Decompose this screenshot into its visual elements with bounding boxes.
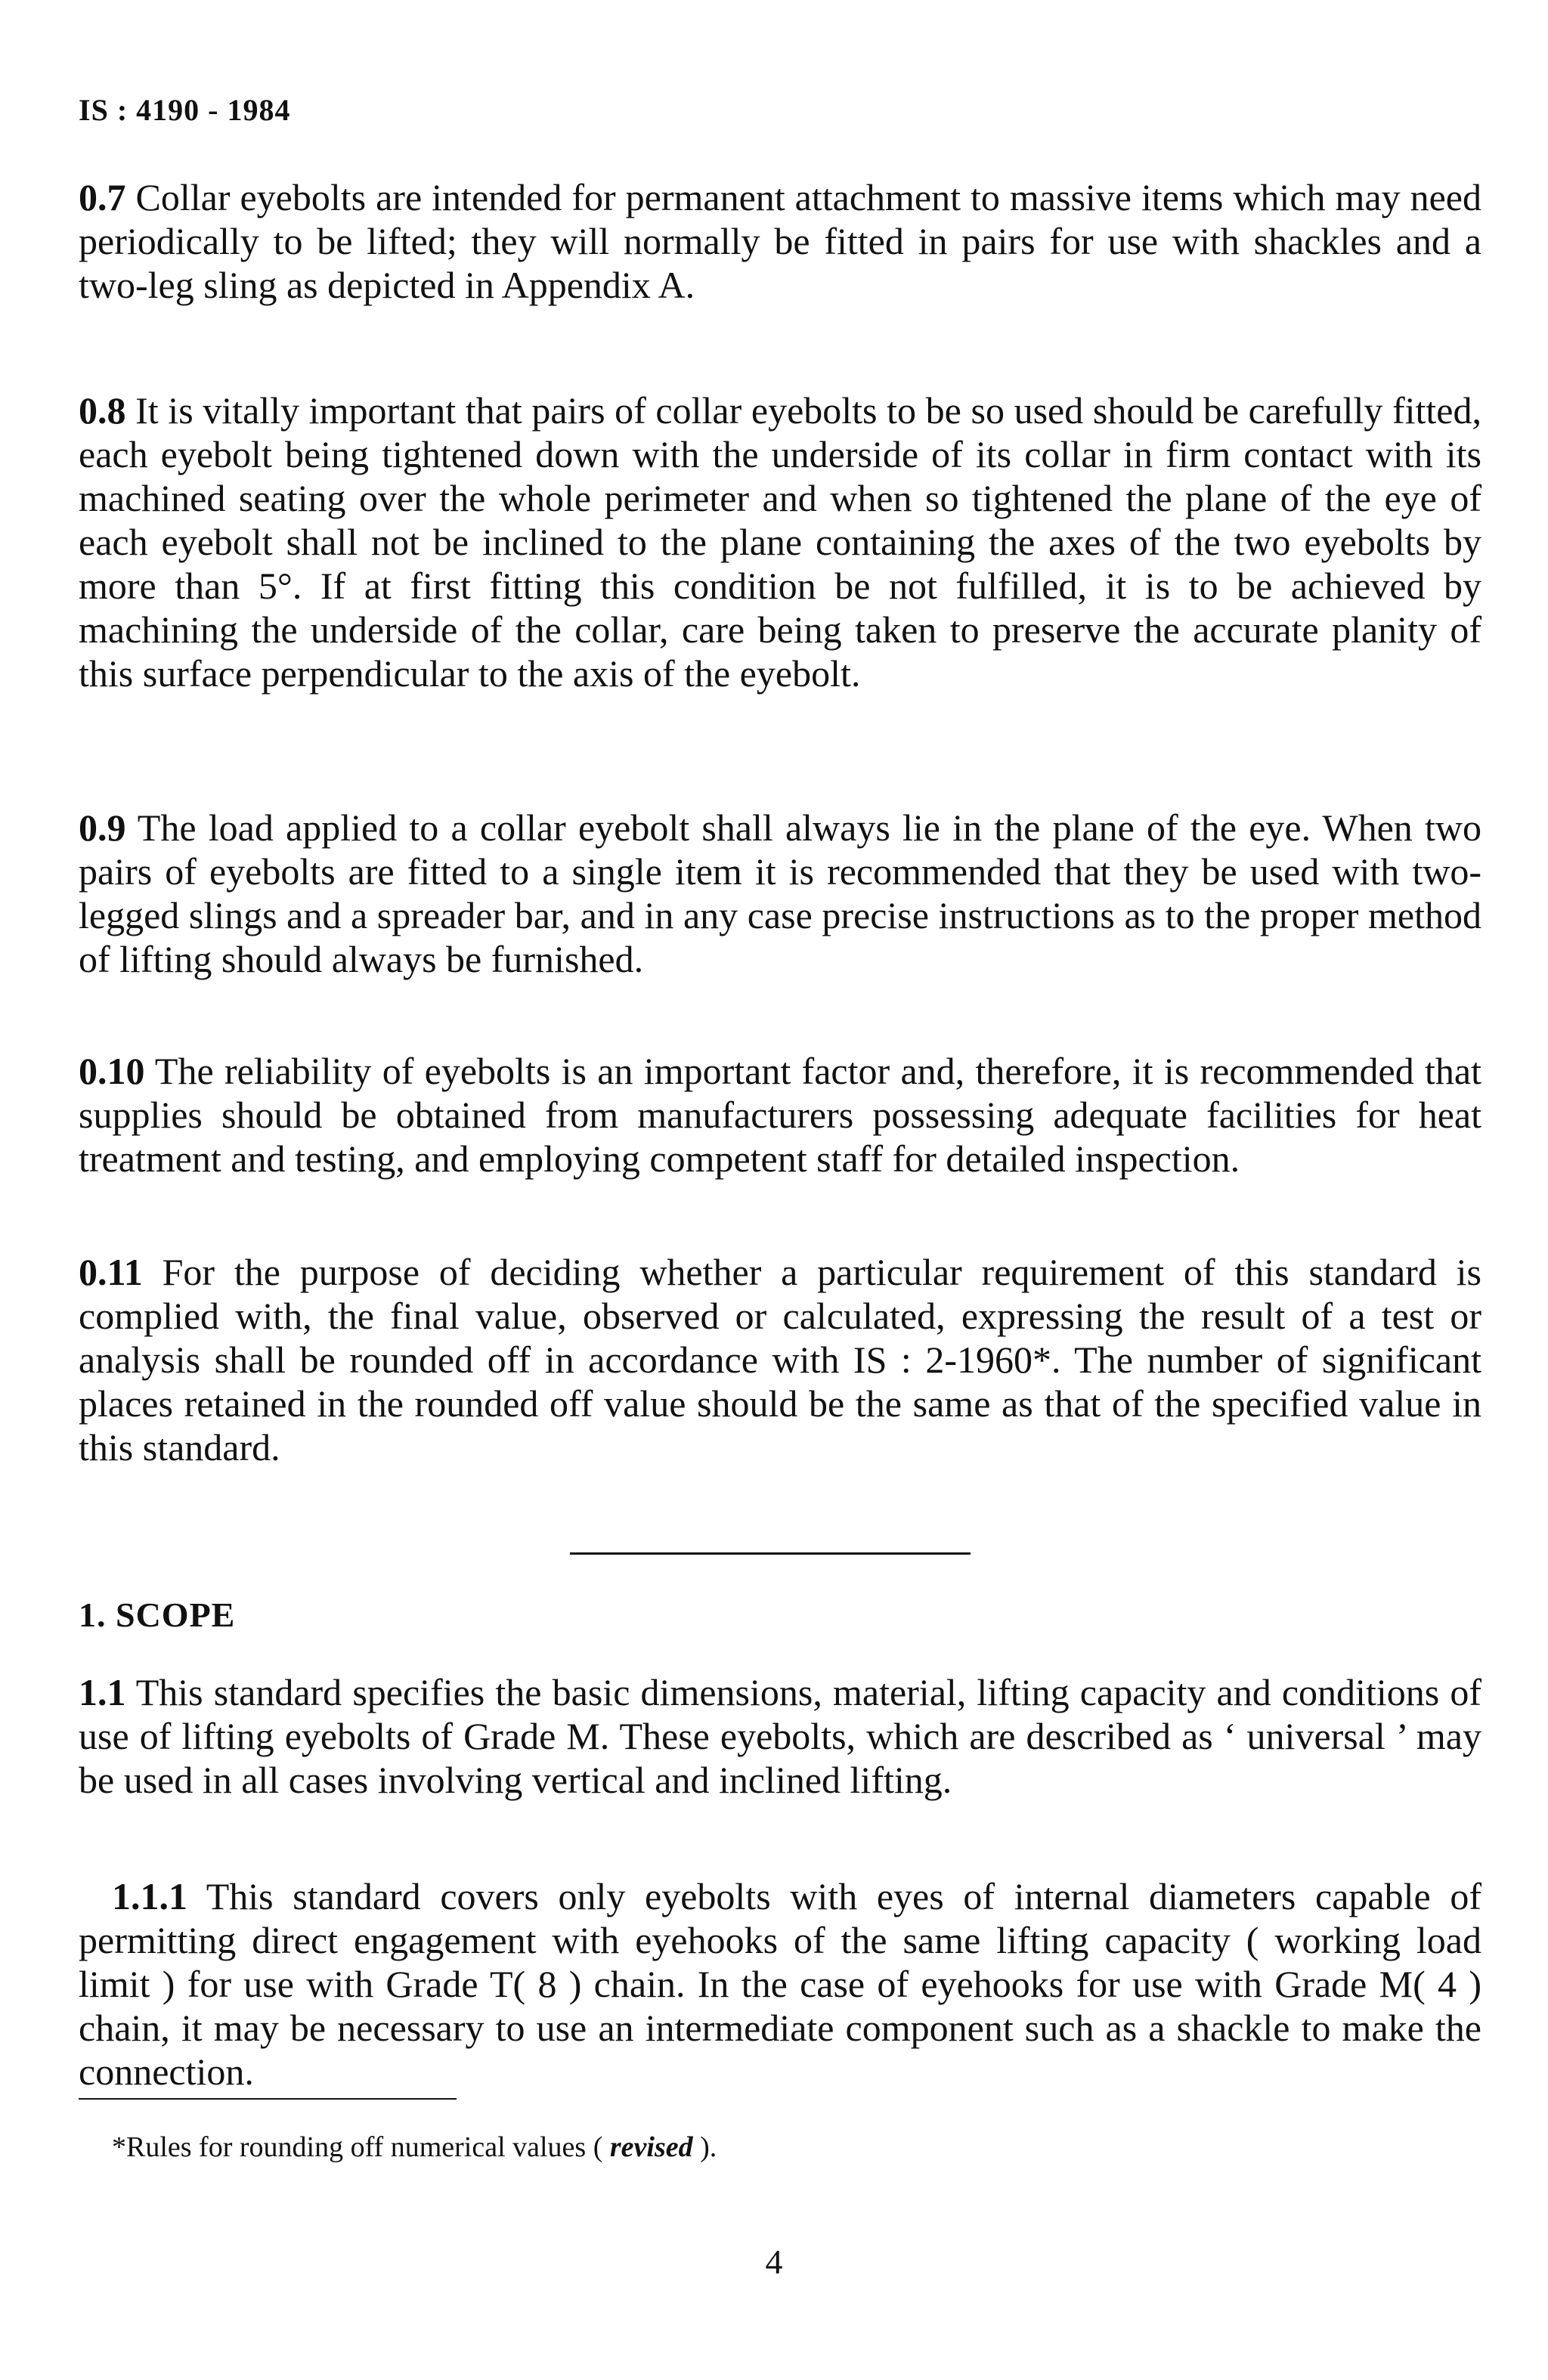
- footnote-italic: revised: [609, 2131, 693, 2163]
- clause-number: 0.11: [79, 1251, 143, 1293]
- clause-1-1: [79, 1670, 1481, 1802]
- footnote-rule: [79, 2098, 457, 2100]
- clause-number: 0.9: [79, 806, 126, 849]
- clause-text: The reliability of eyebolts is an important factor and, therefore, it is recommended that supplies should be obtained from manufacturers possessing adequate facilities for heat treatment and testing, and employing competent staff for detailed inspection.: [79, 1050, 1481, 1180]
- section-heading: 1. SCOPE: [79, 1595, 236, 1634]
- clause-0-9: [79, 806, 1481, 981]
- clause-0-11: [79, 1250, 1481, 1469]
- footnote: [112, 2130, 717, 2165]
- standard-number-header: IS : 4190 - 1984: [79, 93, 291, 127]
- clause-text: Collar eyebolts are intended for permanent attachment to massive items which may need periodically to be lifted; they will normally be fitted in pairs for use with shackles and a two-leg sling as depicted in Appendix A.: [79, 176, 1481, 306]
- section-divider: [570, 1552, 971, 1555]
- clause-number: 1.1.1: [112, 1875, 187, 1917]
- clause-1-1-1: [79, 1874, 1481, 2094]
- clause-number: 0.8: [79, 389, 126, 432]
- clause-text: It is vitally important that pairs of collar eyebolts to be so used should be carefully fitted, each eyebolt being tightened down with the underside of its collar in firm contact with its machined seating over the whole perimeter and when so tightened the plane of the eye of each eyebolt shall not be inclined to the plane containing the axes of the two eyebolts by more than 5°. If at first fitting this condition be not fulfilled, it is to be achieved by machining the underside of the collar, care being taken to preserve the accurate planity of this surface perpendicular to the axis of the eyebolt.: [79, 389, 1481, 695]
- clause-number: 0.7: [79, 176, 126, 218]
- clause-0-8: [79, 388, 1481, 695]
- clause-text: The load applied to a collar eyebolt shall always lie in the plane of the eye. When two pairs of eyebolts are fitted to a single item it is recommended that they be used with two-legged slings and a spreader bar, and in any case precise instructions as to the proper method of lifting should always be furnished.: [79, 806, 1481, 980]
- clause-text: For the purpose of deciding whether a particular requirement of this standard is complied with, the final value, observed or calculated, expressing the result of a test or analysis shall be rounded off in accordance with IS : 2-1960*. The number of significant places retained in the rounded off value should be the same as that of the specified value in this standard.: [79, 1251, 1481, 1469]
- page-number: 4: [765, 2242, 783, 2281]
- clause-0-10: [79, 1049, 1481, 1181]
- clause-number: 0.10: [79, 1050, 145, 1092]
- footnote-close: ).: [692, 2131, 717, 2163]
- clause-text: This standard covers only eyebolts with eyes of internal diameters capable of permitting direct engagement with eyehooks of the same lifting capacity ( working load limit ) for use with Grade T( 8 ) chain. In the case of eyehooks for use with Grade M( 4 ) chain, it may be necessary to use an intermediate component such as a shackle to make the connection.: [79, 1875, 1481, 2093]
- clause-number: 1.1: [79, 1671, 126, 1713]
- footnote-text: *Rules for rounding off numerical values (: [112, 2131, 610, 2163]
- clause-0-7: [79, 175, 1481, 307]
- clause-text: This standard specifies the basic dimensions, material, lifting capacity and conditions of use of lifting eyebolts of Grade M. These eyebolts, which are described as ‘ universal ’ may be used in all cases involving vertical and inclined lifting.: [79, 1671, 1481, 1801]
